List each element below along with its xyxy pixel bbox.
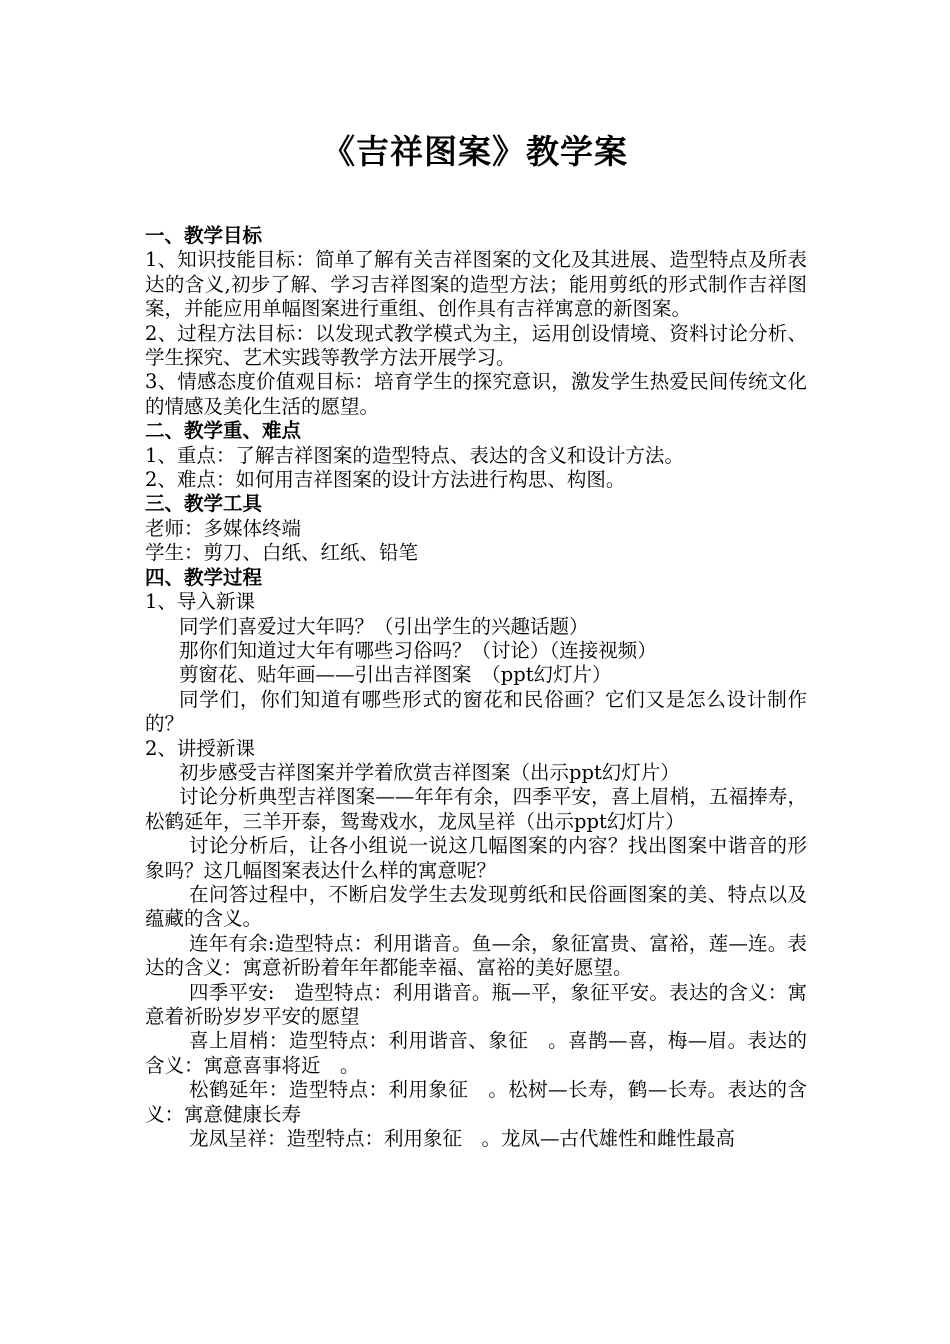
- section-heading-focus: 二、教学重、难点: [145, 419, 302, 443]
- process-paragraph: 讨论分析典型吉祥图案——年年有余，四季平安，喜上眉梢，五福捧寿，松鹤延年，三羊开泰，鸳鸯戏水，龙凤呈祥（出示ppt幻灯片）: [145, 785, 807, 833]
- process-paragraph: 在问答过程中，不断启发学生去发现剪纸和民俗画图案的美、特点以及蕴藏的含义。: [145, 882, 807, 931]
- process-paragraph: 同学们，你们知道有哪些形式的窗花和民俗画？它们又是怎么设计制作的？: [145, 687, 807, 736]
- focus-difficulty: 2、难点：如何用吉祥图案的设计方法进行构思、构图。: [145, 468, 626, 492]
- goal-knowledge: 1、知识技能目标：简单了解有关吉祥图案的文化及其进展、造型特点及所表达的含义,初步了解、学习吉祥图案的造型方法；能用剪纸的形式制作吉祥图案，并能应用单幅图案进行重组、创作具有吉祥寓意的新图案。: [145, 248, 807, 321]
- pattern-long-feng-cheng-xiang: 龙凤呈祥：造型特点：利用象征 。龙凤—古代雄性和雌性最高: [189, 1127, 736, 1151]
- page-title: 《吉祥图案》教学案: [322, 132, 628, 171]
- section-heading-goals: 一、教学目标: [145, 224, 263, 247]
- pattern-song-he-yan-nian: 松鹤延年：造型特点：利用象征 。松树—长寿，鹤—长寿。表达的含义：寓意健康长寿: [145, 1078, 807, 1126]
- pattern-lian-nian-you-yu: 连年有余:造型特点：利用谐音。鱼—余，象征富贵、富裕，莲—连。表达的含义：寓意祈盼着年年都能幸福、富裕的美好愿望。: [145, 931, 807, 980]
- tools-teacher: 老师：多媒体终端: [145, 516, 302, 540]
- pattern-xi-shang-mei-shao: 喜上眉梢：造型特点：利用谐音、象征 。喜鹊—喜，梅—眉。表达的含义：寓意喜事将近 。: [145, 1029, 807, 1077]
- process-paragraph: 剪窗花、贴年画——引出吉祥图案 （ppt幻灯片）: [179, 663, 612, 687]
- goal-process: 2、过程方法目标：以发现式教学模式为主，运用创设情境、资料讨论分析、学生探究、艺术实践等教学方法开展学习。: [145, 321, 807, 370]
- process-paragraph: 初步感受吉祥图案并学着欣赏吉祥图案（出示ppt幻灯片）: [179, 760, 680, 784]
- process-paragraph: 同学们喜爱过大年吗？（引出学生的兴趣话题）: [179, 614, 589, 638]
- goal-attitude: 3、情感态度价值观目标：培育学生的探究意识，激发学生热爱民间传统文化的情感及美化生活的愿望。: [145, 370, 807, 418]
- process-paragraph: 讨论分析后，让各小组说一说这几幅图案的内容？找出图案中谐音的形象吗？这几幅图案表达什么样的寓意呢？: [145, 834, 807, 882]
- document-body: [145, 224, 807, 1151]
- process-paragraph: 那你们知道过大年有哪些习俗吗？（讨论）（连接视频）: [179, 638, 657, 662]
- process-step-teach: 2、讲授新课: [145, 736, 255, 760]
- tools-student: 学生：剪刀、白纸、红纸、铅笔: [145, 541, 419, 565]
- pattern-si-ji-ping-an: 四季平安: 造型特点：利用谐音。瓶—平，象征平安。表达的含义：寓意着祈盼岁岁平安的愿望: [145, 980, 807, 1028]
- section-heading-process: 四、教学过程: [145, 565, 263, 589]
- process-step-intro: 1、导入新课: [145, 590, 255, 614]
- focus-key-point: 1、重点：了解吉祥图案的造型特点、表达的含义和设计方法。: [145, 443, 684, 467]
- section-heading-tools: 三、教学工具: [145, 492, 263, 516]
